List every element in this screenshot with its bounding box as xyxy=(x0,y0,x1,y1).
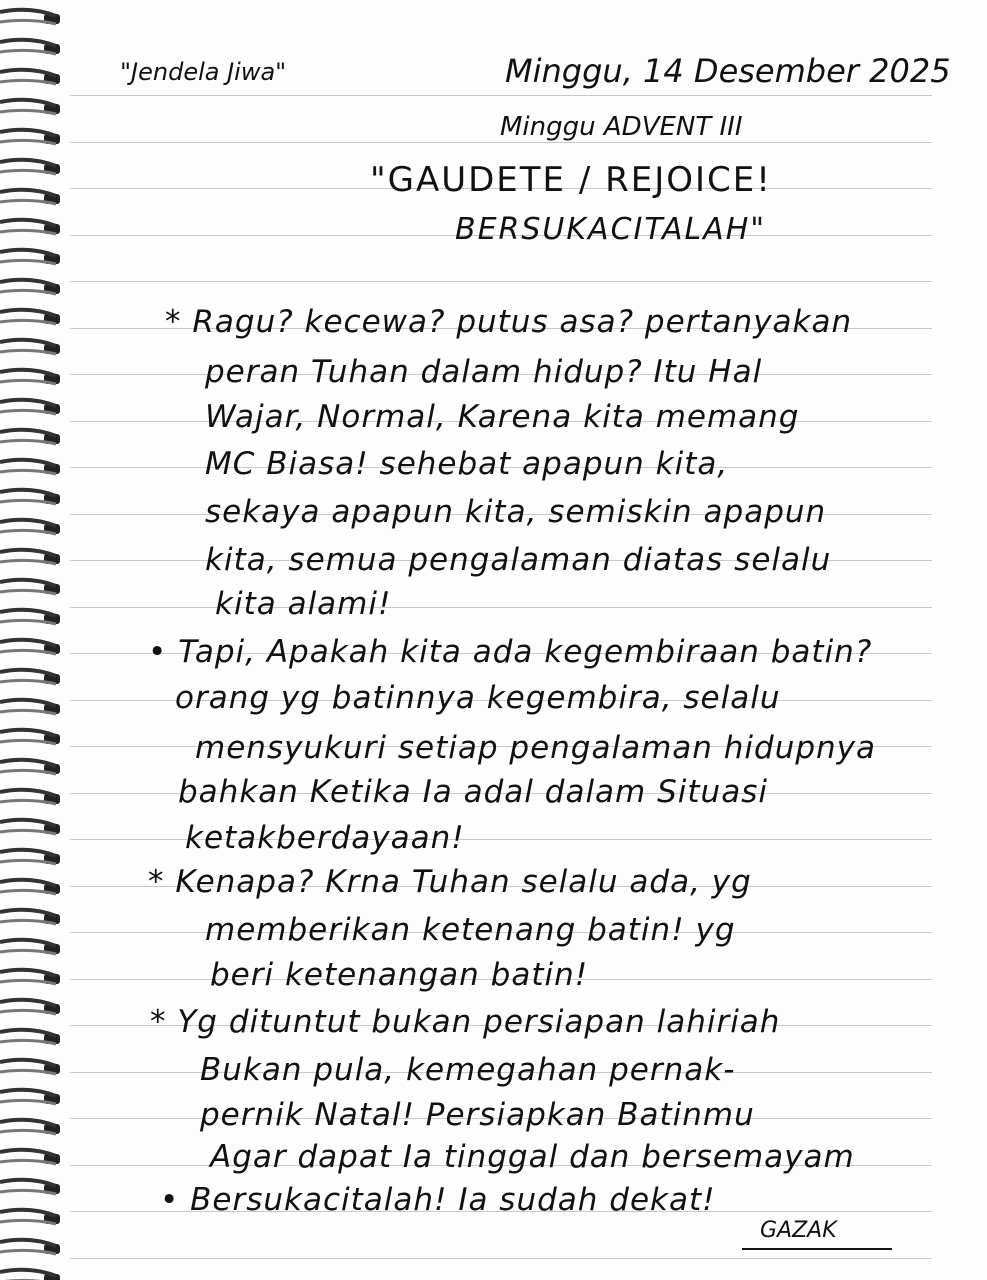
text-line: beri ketenangan batin! xyxy=(210,957,589,993)
spiral-coil xyxy=(0,400,60,414)
spiral-coil xyxy=(0,670,60,684)
spiral-coil xyxy=(0,280,60,294)
spiral-coil xyxy=(0,910,60,924)
text-line: • Bersukacitalah! Ia sudah dekat! xyxy=(160,1182,716,1218)
spiral-coil xyxy=(0,1060,60,1074)
spiral-coil xyxy=(0,520,60,534)
spiral-coil xyxy=(0,550,60,564)
text-line: MC Biasa! sehebat apapun kita, xyxy=(205,446,729,482)
spiral-coil xyxy=(0,1120,60,1134)
spiral-coil xyxy=(0,340,60,354)
spiral-coil xyxy=(0,640,60,654)
spiral-coil xyxy=(0,760,60,774)
text-line: ketakberdayaan! xyxy=(185,820,465,856)
ruled-line xyxy=(70,1258,932,1259)
spiral-coil xyxy=(0,220,60,234)
spiral-binding xyxy=(0,0,80,1280)
text-line: sekaya apapun kita, semiskin apapun xyxy=(205,494,827,530)
text-line: bahkan Ketika Ia adal dalam Situasi xyxy=(178,774,768,810)
page-title: "Jendela Jiwa" xyxy=(120,58,287,86)
ruled-line xyxy=(70,142,932,143)
date-label: Minggu, 14 Desember 2025 xyxy=(505,52,951,90)
spiral-coil xyxy=(0,190,60,204)
spiral-coil xyxy=(0,1090,60,1104)
text-line: peran Tuhan dalam hidup? Itu Hal xyxy=(205,354,763,390)
text-line: kita, semua pengalaman diatas selalu xyxy=(205,542,832,578)
theme-title: "GAUDETE / REJOICE! xyxy=(370,160,772,200)
spiral-coil xyxy=(0,160,60,174)
text-line: Agar dapat Ia tinggal dan bersemayam xyxy=(210,1139,855,1175)
text-line: * Kenapa? Krna Tuhan selalu ada, yg xyxy=(148,864,752,900)
spiral-coil xyxy=(0,730,60,744)
spiral-coil xyxy=(0,790,60,804)
week-label: Minggu ADVENT III xyxy=(500,112,743,142)
signature-underline xyxy=(742,1248,892,1250)
text-line: * Ragu? kecewa? putus asa? pertanyakan xyxy=(165,304,853,340)
spiral-coil xyxy=(0,880,60,894)
text-line: • Tapi, Apakah kita ada kegembiraan batin? xyxy=(148,634,873,670)
text-line: * Yg dituntut bukan persiapan lahiriah xyxy=(150,1004,781,1040)
spiral-coil xyxy=(0,310,60,324)
text-line: mensyukuri setiap pengalaman hidupnya xyxy=(195,730,877,766)
spiral-coil xyxy=(0,100,60,114)
spiral-coil xyxy=(0,940,60,954)
spiral-coil xyxy=(0,130,60,144)
text-line: orang yg batinnya kegembira, selalu xyxy=(175,680,781,716)
spiral-coil xyxy=(0,700,60,714)
spiral-coil xyxy=(0,10,60,24)
spiral-coil xyxy=(0,1000,60,1014)
signature: GAZAK xyxy=(760,1218,837,1243)
spiral-coil xyxy=(0,370,60,384)
spiral-coil xyxy=(0,580,60,594)
spiral-coil xyxy=(0,490,60,504)
spiral-coil xyxy=(0,610,60,624)
spiral-coil xyxy=(0,850,60,864)
spiral-coil xyxy=(0,1240,60,1254)
text-line: pernik Natal! Persiapkan Batinmu xyxy=(200,1097,755,1133)
theme-subtitle: BERSUKACITALAH" xyxy=(455,212,767,247)
spiral-coil xyxy=(0,1150,60,1164)
spiral-coil xyxy=(0,820,60,834)
spiral-coil xyxy=(0,250,60,264)
spiral-coil xyxy=(0,1180,60,1194)
spiral-coil xyxy=(0,1270,60,1280)
ruled-line xyxy=(70,281,932,282)
spiral-coil xyxy=(0,1030,60,1044)
text-line: Bukan pula, kemegahan pernak- xyxy=(200,1052,736,1088)
text-line: Wajar, Normal, Karena kita memang xyxy=(205,399,800,435)
ruled-line xyxy=(70,95,932,96)
text-line: memberikan ketenang batin! yg xyxy=(205,912,736,948)
spiral-coil xyxy=(0,40,60,54)
spiral-coil xyxy=(0,1210,60,1224)
spiral-coil xyxy=(0,70,60,84)
spiral-coil xyxy=(0,460,60,474)
spiral-coil xyxy=(0,970,60,984)
ruled-line xyxy=(70,607,932,608)
text-line: kita alami! xyxy=(215,586,392,622)
spiral-coil xyxy=(0,430,60,444)
